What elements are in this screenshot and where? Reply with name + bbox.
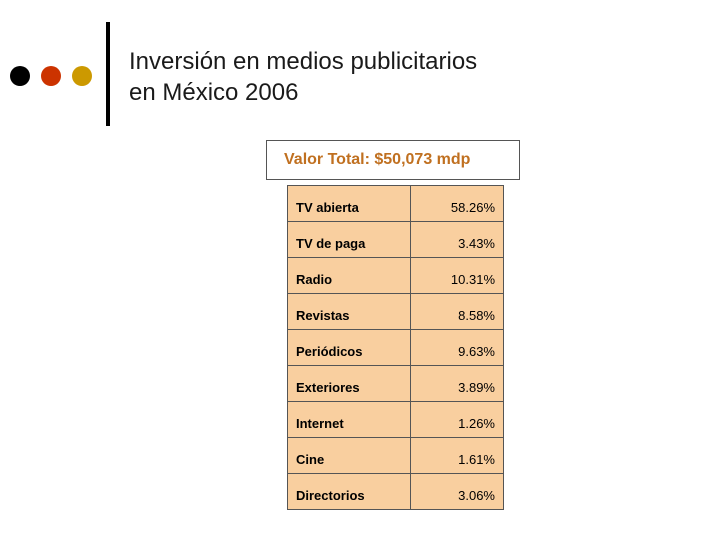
red-dot-icon [41, 66, 61, 86]
table-row [288, 222, 504, 258]
medium-cell: Radio [288, 258, 411, 294]
share-cell: 8.58% [411, 294, 504, 330]
share-cell: 3.06% [411, 474, 504, 510]
share-cell: 3.43% [411, 222, 504, 258]
slide-title [129, 46, 477, 108]
table-row [288, 258, 504, 294]
table-row [288, 330, 504, 366]
share-cell: 9.63% [411, 330, 504, 366]
table-row [288, 366, 504, 402]
medium-cell: TV abierta [288, 186, 411, 222]
medium-cell: Periódicos [288, 330, 411, 366]
medium-cell: Revistas [288, 294, 411, 330]
title-line-2: en México 2006 [129, 79, 299, 106]
total-value-box [266, 140, 520, 180]
table-row [288, 438, 504, 474]
share-cell: 1.26% [411, 402, 504, 438]
share-cell: 1.61% [411, 438, 504, 474]
medium-cell: TV de paga [288, 222, 411, 258]
medium-cell: Directorios [288, 474, 411, 510]
medium-cell: Internet [288, 402, 411, 438]
media-share-table [287, 185, 504, 510]
medium-cell: Exteriores [288, 366, 411, 402]
gold-dot-icon [72, 66, 92, 86]
vertical-divider [106, 22, 110, 126]
title-line-1: Inversión en medios publicitarios [129, 48, 478, 75]
table-row [288, 186, 504, 222]
share-cell: 3.89% [411, 366, 504, 402]
share-cell: 58.26% [411, 186, 504, 222]
table-row [288, 474, 504, 510]
black-dot-icon [10, 66, 30, 86]
total-value-label: Valor Total: $50,073 mdp [284, 151, 471, 168]
table-row [288, 402, 504, 438]
table-row [288, 294, 504, 330]
medium-cell: Cine [288, 438, 411, 474]
share-cell: 10.31% [411, 258, 504, 294]
